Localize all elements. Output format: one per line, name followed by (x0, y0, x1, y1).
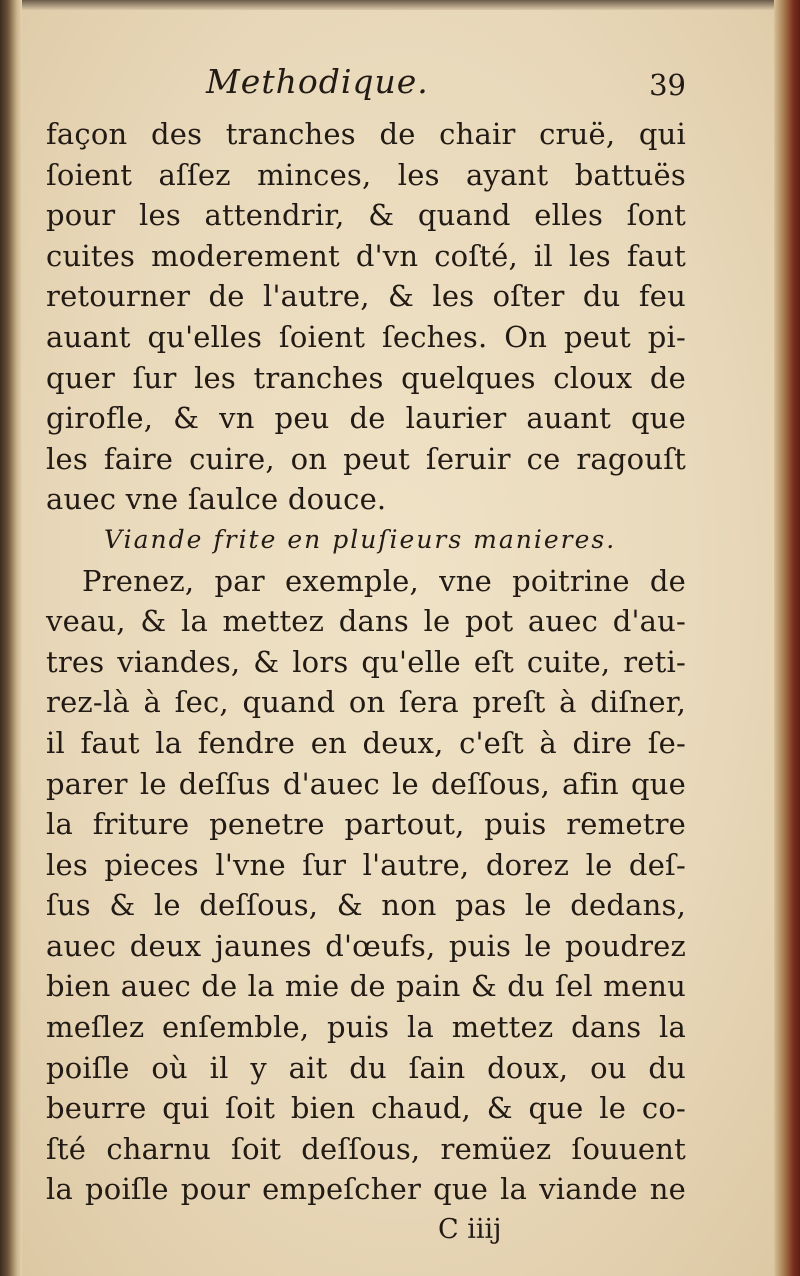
text-line: auec vne ſaulce douce. (46, 482, 387, 517)
text-line: auec deux jaunes d'œufs, puis le poudrez (46, 928, 686, 963)
text-line: ſté charnu ſoit deſſous, remüez ſouuent (46, 1131, 686, 1166)
text-line: beurre qui ſoit bien chaud, & que le co- (46, 1091, 686, 1126)
running-head (46, 62, 686, 114)
text-line: quer ſur les tranches quelques cloux de (46, 360, 686, 395)
text-line: auant qu'elles ſoient ſeches. On peut pi- (46, 319, 686, 354)
paragraph-2 (46, 561, 686, 1211)
page-top-edge (0, 0, 800, 10)
text-line: rez-là à ſec, quand on ſera preſt à diſner, (46, 685, 686, 720)
section-heading: Viande frite en pluſieurs manieres. (104, 524, 617, 554)
text-block (46, 62, 686, 1250)
text-line: veau, & la mettez dans le pot auec d'au- (46, 604, 686, 639)
text-line: retourner de l'autre, & les oſter du feu (46, 279, 686, 314)
text-line: les pieces l'vne ſur l'autre, dorez le deſ- (46, 847, 686, 882)
text-line: meſlez enſemble, puis la mettez dans la (46, 1010, 686, 1045)
text-line: les faire cuire, on peut ſeruir ce ragouſt (46, 441, 686, 476)
text-line: poiſle où il y ait du ſain doux, ou du (46, 1050, 686, 1085)
binding-gutter (0, 0, 22, 1276)
paragraph-1 (46, 114, 686, 520)
text-line: girofle, & vn peu de laurier auant que (46, 401, 686, 436)
text-line: tres viandes, & lors qu'elle eſt cuite, reti- (46, 644, 686, 679)
text-line: il faut la fendre en deux, c'eſt à dire ſe- (46, 725, 686, 760)
text-line: bien auec de la mie de pain & du ſel menu (46, 969, 686, 1004)
text-line: ſus & le deſſous, & non pas le dedans, (46, 888, 686, 923)
signature-mark: C iiij (438, 1214, 502, 1246)
text-line: pour les attendrir, & quand elles ſont (46, 198, 686, 233)
text-line: ſoient aſſez minces, les ayant battuës (46, 157, 686, 192)
page-number: 39 (649, 68, 686, 102)
text-line: la poiſle pour empeſcher que la viande ne (46, 1172, 686, 1207)
text-line: cuites moderement d'vn coſté, il les faut (46, 238, 686, 273)
text-line: la friture penetre partout, puis remetre (46, 807, 686, 842)
running-head-title: Methodique. (206, 62, 429, 101)
text-line: parer le deſſus d'auec le deſſous, afin que (46, 766, 686, 801)
page-right-edge (774, 0, 800, 1276)
text-line: façon des tranches de chair cruë, qui (46, 117, 686, 151)
text-line: Prenez, par exemple, vne poitrine de (82, 563, 686, 598)
